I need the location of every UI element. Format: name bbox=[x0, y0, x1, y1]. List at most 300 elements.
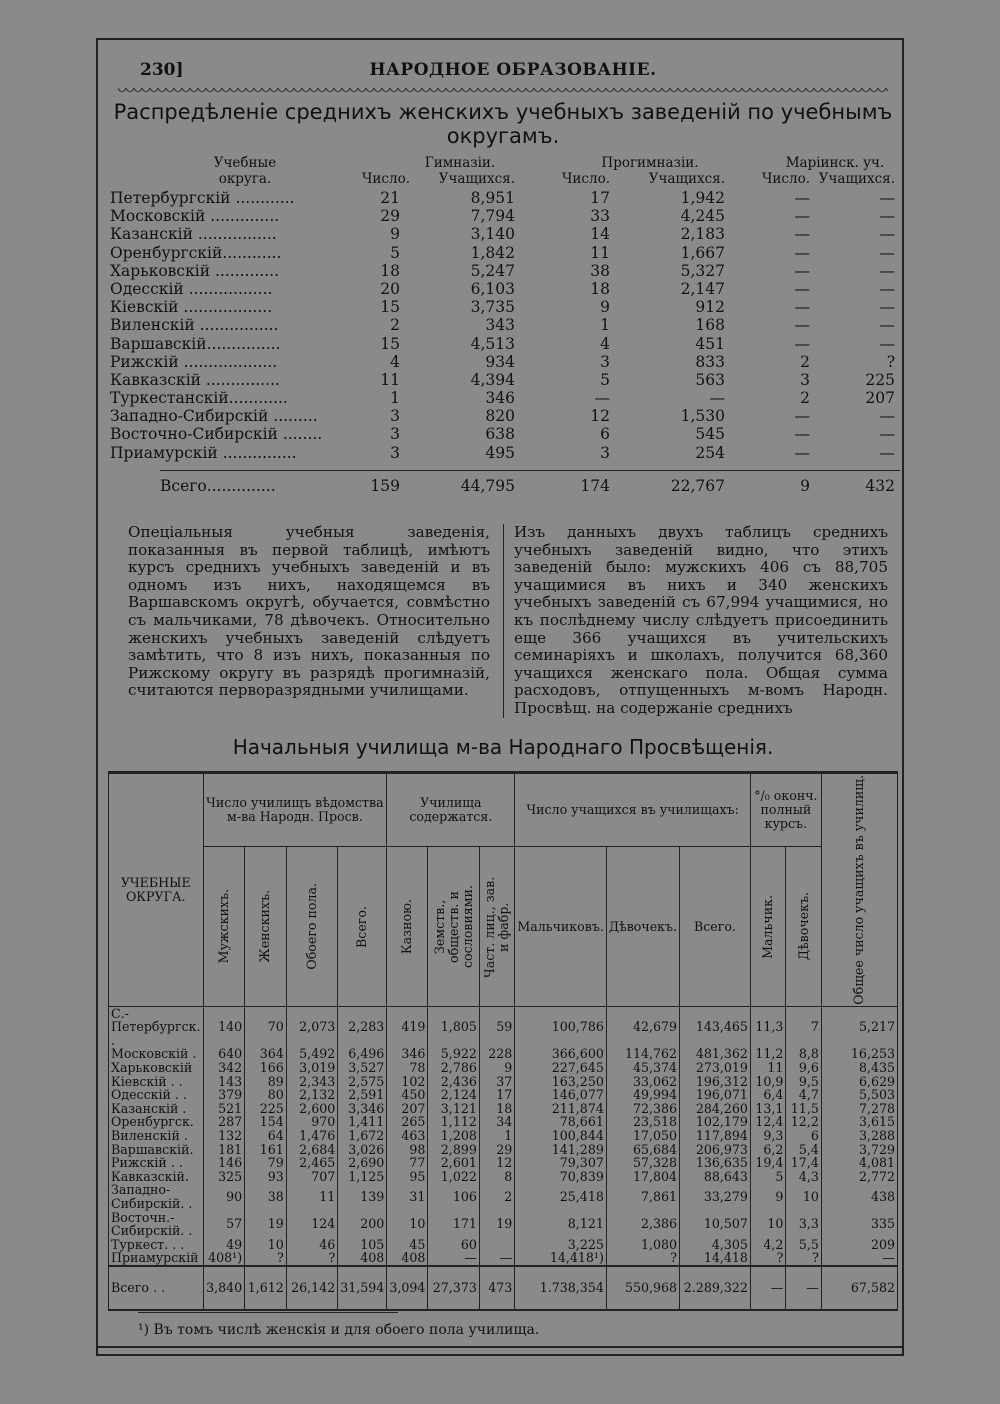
table2-cell: 33,062 bbox=[606, 1075, 679, 1089]
table2-cell: 3,288 bbox=[821, 1129, 897, 1143]
table2-cell: 2,899 bbox=[428, 1143, 479, 1157]
total2-cell: 31,594 bbox=[338, 1266, 387, 1310]
table2-cell: 38 bbox=[245, 1183, 287, 1210]
table2-cell: 1,805 bbox=[428, 1006, 479, 1047]
table2-cell: 4,3 bbox=[786, 1170, 821, 1184]
table1-cell-m2: — bbox=[879, 279, 895, 298]
district-name: Западно-Сибирскiй. . bbox=[109, 1183, 204, 1210]
total2-cell: 473 bbox=[479, 1266, 514, 1310]
table1-body bbox=[110, 189, 900, 462]
table1-cell-p1: — bbox=[594, 389, 610, 408]
table2-cell: 6,4 bbox=[750, 1088, 785, 1102]
table2-cell: 65,684 bbox=[606, 1143, 679, 1157]
district-name: Восточн.-Сибирскiй. . bbox=[109, 1211, 204, 1238]
table1-cell-p1: 12 bbox=[590, 407, 610, 426]
table2-row bbox=[109, 1006, 898, 1047]
table1-cell-g2: 343 bbox=[485, 316, 515, 335]
table2-row bbox=[109, 1251, 898, 1266]
district-name: Петербургскiй ............ bbox=[110, 189, 295, 207]
table1-cell-m1: — bbox=[794, 261, 810, 280]
table1-cell-m1: — bbox=[794, 407, 810, 426]
table2-cell: 209 bbox=[821, 1238, 897, 1252]
total2-cell: — bbox=[786, 1266, 821, 1310]
table2-cell: 146 bbox=[203, 1156, 245, 1170]
table1-cell-p1: 3 bbox=[600, 443, 610, 462]
table1-cell-p1: 33 bbox=[590, 207, 610, 226]
header-private-text: Част. лиц., зав. и фабр. bbox=[482, 875, 512, 978]
table1-cell-m2: — bbox=[879, 261, 895, 280]
table2-cell: 117,894 bbox=[680, 1129, 751, 1143]
table2-cell: 1 bbox=[479, 1129, 514, 1143]
table2-cell: 7,278 bbox=[821, 1102, 897, 1116]
table2-cell: 10 bbox=[786, 1183, 821, 1210]
table2-cell: 364 bbox=[245, 1047, 287, 1061]
table1-cell-g1: 18 bbox=[380, 261, 400, 280]
table1-cell-m1: — bbox=[794, 334, 810, 353]
table2-body bbox=[109, 1006, 898, 1266]
table2-cell: 1,022 bbox=[428, 1170, 479, 1184]
table1-row bbox=[110, 353, 900, 371]
table2-cell: ? bbox=[286, 1251, 337, 1266]
table2-row bbox=[109, 1075, 898, 1089]
table2-cell: 140 bbox=[203, 1006, 245, 1047]
table2-cell: 2,772 bbox=[821, 1170, 897, 1184]
table2-cell: 3,225 bbox=[515, 1238, 607, 1252]
page-number: 230] bbox=[140, 60, 184, 80]
table2-cell: 49,994 bbox=[606, 1088, 679, 1102]
table2-cell: 419 bbox=[387, 1006, 428, 1047]
table1-cell-g2: 3,735 bbox=[470, 298, 515, 317]
table2-cell: 132 bbox=[203, 1129, 245, 1143]
header-zemstvo-text: Земств., обществ. и сословиями. bbox=[431, 885, 475, 968]
table2-cell: 438 bbox=[821, 1183, 897, 1210]
total-g1: 159 bbox=[370, 476, 400, 495]
table2-cell: 34 bbox=[479, 1115, 514, 1129]
table2-cell: 206,973 bbox=[680, 1143, 751, 1157]
table1-row bbox=[110, 207, 900, 225]
header-both bbox=[286, 847, 337, 1006]
table1-cell-m1: — bbox=[794, 279, 810, 298]
table1-cell-m2: 207 bbox=[865, 389, 895, 408]
table2-cell: 64 bbox=[245, 1129, 287, 1143]
table2-cell: 2,591 bbox=[338, 1088, 387, 1102]
table2-cell: 2,132 bbox=[286, 1088, 337, 1102]
table2-cell: 11,2 bbox=[750, 1047, 785, 1061]
bottom-rule bbox=[98, 1346, 902, 1348]
table1-cell-g1: 4 bbox=[390, 352, 400, 371]
table2-cell: 10 bbox=[750, 1211, 785, 1238]
table1-row bbox=[110, 280, 900, 298]
table2-cell: 3,3 bbox=[786, 1211, 821, 1238]
header-grand bbox=[821, 773, 897, 1007]
table1-title: Распредѣленiе среднихъ женскихъ учебныхъ заведенiй по учебнымъ округамъ. bbox=[113, 100, 893, 148]
table2-cell: 463 bbox=[387, 1129, 428, 1143]
table2-cell: 23,518 bbox=[606, 1115, 679, 1129]
table2-cell: 10 bbox=[245, 1238, 287, 1252]
header-pgirls-text: Дѣвочекъ. bbox=[795, 892, 811, 961]
table2-cell: 2,601 bbox=[428, 1156, 479, 1170]
table2-cell: 124 bbox=[286, 1211, 337, 1238]
table2-cell: 14,418 bbox=[680, 1251, 751, 1266]
table2-cell: 14,418¹) bbox=[515, 1251, 607, 1266]
table2-cell: 7,861 bbox=[606, 1183, 679, 1210]
table2-cell: 105 bbox=[338, 1238, 387, 1252]
table2-cell: 13,1 bbox=[750, 1102, 785, 1116]
total-p1: 174 bbox=[580, 476, 610, 495]
table2-cell: 196,312 bbox=[680, 1075, 751, 1089]
table2-row bbox=[109, 1170, 898, 1184]
running-header bbox=[138, 60, 888, 88]
table2-cell: 19 bbox=[245, 1211, 287, 1238]
table2-cell: 6,2 bbox=[750, 1143, 785, 1157]
table2-cell: 98 bbox=[387, 1143, 428, 1157]
table2-cell: 166 bbox=[245, 1061, 287, 1075]
table2-cell: 49 bbox=[203, 1238, 245, 1252]
table2-cell: 16,253 bbox=[821, 1047, 897, 1061]
table1-cell-m2: — bbox=[879, 316, 895, 335]
table2-cell: 481,362 bbox=[680, 1047, 751, 1061]
table1-cell-g2: 1,842 bbox=[470, 243, 515, 262]
total2-cell: 3,840 bbox=[203, 1266, 245, 1310]
table2-cell: 9 bbox=[750, 1183, 785, 1210]
table2-row bbox=[109, 1183, 898, 1210]
table2-cell: 11,5 bbox=[786, 1102, 821, 1116]
table2-cell: 6,629 bbox=[821, 1075, 897, 1089]
table2-cell: 17 bbox=[479, 1088, 514, 1102]
table2-cell: ? bbox=[245, 1251, 287, 1266]
table2-cell: 17,4 bbox=[786, 1156, 821, 1170]
header-pgirls bbox=[786, 847, 821, 1006]
table2-cell: 521 bbox=[203, 1102, 245, 1116]
table2-cell: 342 bbox=[203, 1061, 245, 1075]
table2-cell: 287 bbox=[203, 1115, 245, 1129]
header-both-text: Обоего пола. bbox=[303, 883, 319, 970]
table1-row bbox=[110, 298, 900, 316]
table2-cell: 141,289 bbox=[515, 1143, 607, 1157]
table2-cell: 2,124 bbox=[428, 1088, 479, 1102]
table2-cell: ? bbox=[786, 1251, 821, 1266]
header-g-students: Учащихся. bbox=[438, 171, 515, 187]
table2-cell: 3,346 bbox=[338, 1102, 387, 1116]
header-female bbox=[245, 847, 287, 1006]
header-private bbox=[479, 847, 514, 1006]
table1-cell-g2: 8,951 bbox=[470, 189, 515, 207]
table2-cell: ? bbox=[606, 1251, 679, 1266]
district-name: Кавказскiй ............... bbox=[110, 370, 280, 389]
header-pboys-text: Мальчик. bbox=[760, 894, 776, 959]
header-m-students: Учащихся. bbox=[818, 171, 895, 187]
table2-cell: — bbox=[479, 1251, 514, 1266]
table1-cell-m1: — bbox=[794, 207, 810, 226]
table2-cell: 10,507 bbox=[680, 1211, 751, 1238]
table1-cell-g1: 3 bbox=[390, 443, 400, 462]
table2-cell: 2,465 bbox=[286, 1156, 337, 1170]
table2-cell: 225 bbox=[245, 1102, 287, 1116]
table2-row bbox=[109, 1238, 898, 1252]
table1-cell-p2: 451 bbox=[695, 334, 725, 353]
table1-cell-p2: 2,183 bbox=[680, 225, 725, 244]
table1-cell-p1: 3 bbox=[600, 352, 610, 371]
table1-cell-g2: 7,794 bbox=[470, 207, 515, 226]
table1-cell-m2: — bbox=[879, 189, 895, 207]
header-all bbox=[338, 847, 387, 1006]
district-name: Оренбургскiй............ bbox=[110, 243, 282, 262]
table1-cell-g2: 6,103 bbox=[470, 279, 515, 298]
table2-cell: 161 bbox=[245, 1143, 287, 1157]
table2-cell: 379 bbox=[203, 1088, 245, 1102]
header-p-students: Учащихся. bbox=[648, 171, 725, 187]
table2-cell: 10 bbox=[387, 1211, 428, 1238]
header-state-text: Казною. bbox=[399, 898, 415, 955]
table2-cell: 970 bbox=[286, 1115, 337, 1129]
table2-cell: 72,386 bbox=[606, 1102, 679, 1116]
table1-cell-g1: 15 bbox=[380, 298, 400, 317]
table1-cell-m2: — bbox=[879, 243, 895, 262]
table2-cell: 18 bbox=[479, 1102, 514, 1116]
header-all-text: Всего. bbox=[354, 905, 370, 948]
table2-cell: 31 bbox=[387, 1183, 428, 1210]
table2-cell: 9,3 bbox=[750, 1129, 785, 1143]
table2-cell: 5,492 bbox=[286, 1047, 337, 1061]
table2-cell: 5,922 bbox=[428, 1047, 479, 1061]
total2-cell: 3,094 bbox=[387, 1266, 428, 1310]
text-right-column: Изъ данныхъ двухъ таблицъ среднихъ учебныхъ заведенiй видно, что этихъ заведенiй было: мужскихъ 406 съ 88,705 учащимися въ нихъ и 340 женскихъ учебныхъ заведенiй съ 67,994 учащимися, но къ послѣднему числу слѣдуетъ присоединить еще 366 учащихся въ учительскихъ семинарiяхъ и школахъ, получится 68,360 учащихся женскаго пола. Общая сумма расходовъ, отпущенныхъ м-вомъ Народн. Просвѣщ. на содержанiе среднихъ bbox=[503, 524, 888, 718]
table2-cell bbox=[479, 1238, 514, 1252]
table2-cell: 8,121 bbox=[515, 1211, 607, 1238]
header-mariinsk: Марiинск. уч. bbox=[785, 155, 885, 171]
table2-row bbox=[109, 1047, 898, 1061]
table1-cell-m2: — bbox=[879, 207, 895, 226]
table1-cell-m1: 3 bbox=[800, 370, 810, 389]
table1-cell-p2: — bbox=[709, 389, 725, 408]
table2-cell: 1,672 bbox=[338, 1129, 387, 1143]
table2-row bbox=[109, 1102, 898, 1116]
table2-row bbox=[109, 1088, 898, 1102]
table1-cell-g2: 495 bbox=[485, 443, 515, 462]
total2-cell: 2.289,322 bbox=[680, 1266, 751, 1310]
table2-cell: 408 bbox=[387, 1251, 428, 1266]
table2-cell: 4,081 bbox=[821, 1156, 897, 1170]
table1-cell-g1: 1 bbox=[390, 389, 400, 408]
district-name: Московскiй .............. bbox=[110, 207, 280, 226]
table2-cell: 181 bbox=[203, 1143, 245, 1157]
table1-row bbox=[110, 407, 900, 425]
table2 bbox=[108, 771, 898, 1311]
table2-cell: 2,343 bbox=[286, 1075, 337, 1089]
table1-cell-g1: 3 bbox=[390, 425, 400, 444]
table1-cell-g1: 3 bbox=[390, 407, 400, 426]
header-m-number: Число. bbox=[762, 171, 810, 187]
table2-cell: 33,279 bbox=[680, 1183, 751, 1210]
district-name: Рижскiй . . bbox=[109, 1156, 204, 1170]
table2-cell: 46 bbox=[286, 1238, 337, 1252]
table2-cell: 146,077 bbox=[515, 1088, 607, 1102]
table1-row bbox=[110, 244, 900, 262]
header-state bbox=[387, 847, 428, 1006]
table1-row bbox=[110, 316, 900, 334]
table1-cell-g2: 3,140 bbox=[470, 225, 515, 244]
table1-cell-g1: 2 bbox=[390, 316, 400, 335]
table2-cell: 100,844 bbox=[515, 1129, 607, 1143]
district-name: Харьковскiй ............. bbox=[110, 261, 280, 280]
table2-cell: 11 bbox=[750, 1061, 785, 1075]
table2-cell: 100,786 bbox=[515, 1006, 607, 1047]
table1 bbox=[110, 155, 900, 499]
table2-row bbox=[109, 1061, 898, 1075]
table2-cell: 1,476 bbox=[286, 1129, 337, 1143]
table2-cell: 7 bbox=[786, 1006, 821, 1047]
table1-cell-p2: 254 bbox=[695, 443, 725, 462]
district-name: Одесскiй . . bbox=[109, 1088, 204, 1102]
table2-cell: 1,112 bbox=[428, 1115, 479, 1129]
table1-cell-g2: 934 bbox=[485, 352, 515, 371]
table1-cell-g2: 820 bbox=[485, 407, 515, 426]
table1-cell-g2: 638 bbox=[485, 425, 515, 444]
table2-cell: 1,080 bbox=[606, 1238, 679, 1252]
total-m1: 9 bbox=[800, 476, 810, 495]
header-group4: °/₀ оконч. полный курсъ. bbox=[750, 773, 821, 847]
table2-cell: 59 bbox=[479, 1006, 514, 1047]
table2-cell: 9 bbox=[479, 1061, 514, 1075]
district-name: Оренбургск. bbox=[109, 1115, 204, 1129]
table2-cell: 171 bbox=[428, 1211, 479, 1238]
table2-cell: 3,729 bbox=[821, 1143, 897, 1157]
header-zemstvo bbox=[428, 847, 479, 1006]
table1-row bbox=[110, 389, 900, 407]
table2-cell: 228 bbox=[479, 1047, 514, 1061]
total2-cell: 550,968 bbox=[606, 1266, 679, 1310]
table2-cell: 1,125 bbox=[338, 1170, 387, 1184]
table1-cell-m1: — bbox=[794, 298, 810, 317]
header-male bbox=[203, 847, 245, 1006]
table2-cell: 2,436 bbox=[428, 1075, 479, 1089]
table2-cell: 78 bbox=[387, 1061, 428, 1075]
table1-cell-g1: 9 bbox=[390, 225, 400, 244]
table2-cell: 102,179 bbox=[680, 1115, 751, 1129]
table1-cell-p1: 17 bbox=[590, 189, 610, 207]
table2-cell: 335 bbox=[821, 1211, 897, 1238]
table1-cell-g2: 346 bbox=[485, 389, 515, 408]
table2-cell: 2,684 bbox=[286, 1143, 337, 1157]
table1-cell-m1: — bbox=[794, 425, 810, 444]
table2-cell: 139 bbox=[338, 1183, 387, 1210]
header-districts-2: УЧЕБНЫЕ ОКРУГА. bbox=[109, 773, 204, 1007]
table2-cell: 3,026 bbox=[338, 1143, 387, 1157]
table2-cell: 29 bbox=[479, 1143, 514, 1157]
table1-cell-p1: 11 bbox=[590, 243, 610, 262]
header-grand-text: Общее число учащихъ въ училищ. bbox=[851, 775, 867, 1005]
table2-cell: 3,121 bbox=[428, 1102, 479, 1116]
district-name: Харьковскiй bbox=[109, 1061, 204, 1075]
total-p2: 22,767 bbox=[670, 476, 725, 495]
table1-cell-m2: — bbox=[879, 225, 895, 244]
table1-cell-m1: — bbox=[794, 316, 810, 335]
header-group3: Число учащихся въ училищахъ: bbox=[515, 773, 751, 847]
table2-cell: 114,762 bbox=[606, 1047, 679, 1061]
table2-cell: 2,386 bbox=[606, 1211, 679, 1238]
table2-cell: 17,804 bbox=[606, 1170, 679, 1184]
table2-cell: 1,208 bbox=[428, 1129, 479, 1143]
total2-label: Всего . . bbox=[109, 1266, 204, 1310]
table1-cell-m2: — bbox=[879, 425, 895, 444]
table2-cell: 89 bbox=[245, 1075, 287, 1089]
table2-cell: — bbox=[428, 1251, 479, 1266]
district-name: Приамурскiй ............... bbox=[110, 443, 297, 462]
table1-row bbox=[110, 225, 900, 243]
header-pboys bbox=[750, 847, 785, 1006]
table2-cell: 88,643 bbox=[680, 1170, 751, 1184]
table2-cell: 408 bbox=[338, 1251, 387, 1266]
table1-cell-m1: 2 bbox=[800, 352, 810, 371]
table2-cell: 207 bbox=[387, 1102, 428, 1116]
table2-cell: 57,328 bbox=[606, 1156, 679, 1170]
table1-cell-m1: — bbox=[794, 225, 810, 244]
table2-cell: 95 bbox=[387, 1170, 428, 1184]
district-name: Казанскiй ................ bbox=[110, 225, 277, 244]
table1-row bbox=[110, 371, 900, 389]
district-name: С.-Петербургск. . bbox=[109, 1006, 204, 1047]
table1-cell-g1: 5 bbox=[390, 243, 400, 262]
district-name: Рижскiй ................... bbox=[110, 352, 278, 371]
table2-cell: 3,615 bbox=[821, 1115, 897, 1129]
table1-cell-p1: 14 bbox=[590, 225, 610, 244]
table1-cell-p1: 6 bbox=[600, 425, 610, 444]
table1-cell-p1: 4 bbox=[600, 334, 610, 353]
header-male-text: Мужскихъ. bbox=[215, 889, 231, 964]
table2-cell: 9,6 bbox=[786, 1061, 821, 1075]
table2-cell: 106 bbox=[428, 1183, 479, 1210]
table2-cell: 57 bbox=[203, 1211, 245, 1238]
table1-cell-m2: 225 bbox=[865, 370, 895, 389]
district-name: Варшавскiй. bbox=[109, 1143, 204, 1157]
table1-cell-g1: 21 bbox=[380, 189, 400, 207]
table1-cell-p2: 1,667 bbox=[680, 243, 725, 262]
table2-cell: 4,7 bbox=[786, 1088, 821, 1102]
table2-cell: 5,217 bbox=[821, 1006, 897, 1047]
table2-cell: 70,839 bbox=[515, 1170, 607, 1184]
table2-row bbox=[109, 1156, 898, 1170]
table2-cell: 163,250 bbox=[515, 1075, 607, 1089]
table2-cell: 143 bbox=[203, 1075, 245, 1089]
total-label: Всего.............. bbox=[160, 476, 276, 495]
table1-cell-p2: 4,245 bbox=[680, 207, 725, 226]
table2-cell: 17,050 bbox=[606, 1129, 679, 1143]
table1-cell-m1: — bbox=[794, 443, 810, 462]
table2-cell: 143,465 bbox=[680, 1006, 751, 1047]
table1-cell-p1: 9 bbox=[600, 298, 610, 317]
table1-cell-m1: — bbox=[794, 189, 810, 207]
wavy-rule bbox=[118, 88, 888, 96]
table2-cell: 273,019 bbox=[680, 1061, 751, 1075]
table2-cell: 707 bbox=[286, 1170, 337, 1184]
table2-cell: 640 bbox=[203, 1047, 245, 1061]
table2-cell: 25,418 bbox=[515, 1183, 607, 1210]
header-group2: Училища содержатся. bbox=[387, 773, 515, 847]
district-name: Туркест. . . bbox=[109, 1238, 204, 1252]
district-name: Приамурскiй bbox=[109, 1251, 204, 1266]
table2-cell: 45 bbox=[387, 1238, 428, 1252]
table1-cell-p1: 38 bbox=[590, 261, 610, 280]
table1-cell-p1: 1 bbox=[600, 316, 610, 335]
table2-cell: 8,8 bbox=[786, 1047, 821, 1061]
table2-cell: 60 bbox=[428, 1238, 479, 1252]
table1-cell-m2: — bbox=[879, 334, 895, 353]
table1-cell-p2: 1,530 bbox=[680, 407, 725, 426]
table2-cell: 42,679 bbox=[606, 1006, 679, 1047]
table2-cell: 12,4 bbox=[750, 1115, 785, 1129]
total2-cell: 1.738,354 bbox=[515, 1266, 607, 1310]
district-name: Западно-Сибирскiй ......... bbox=[110, 407, 318, 426]
